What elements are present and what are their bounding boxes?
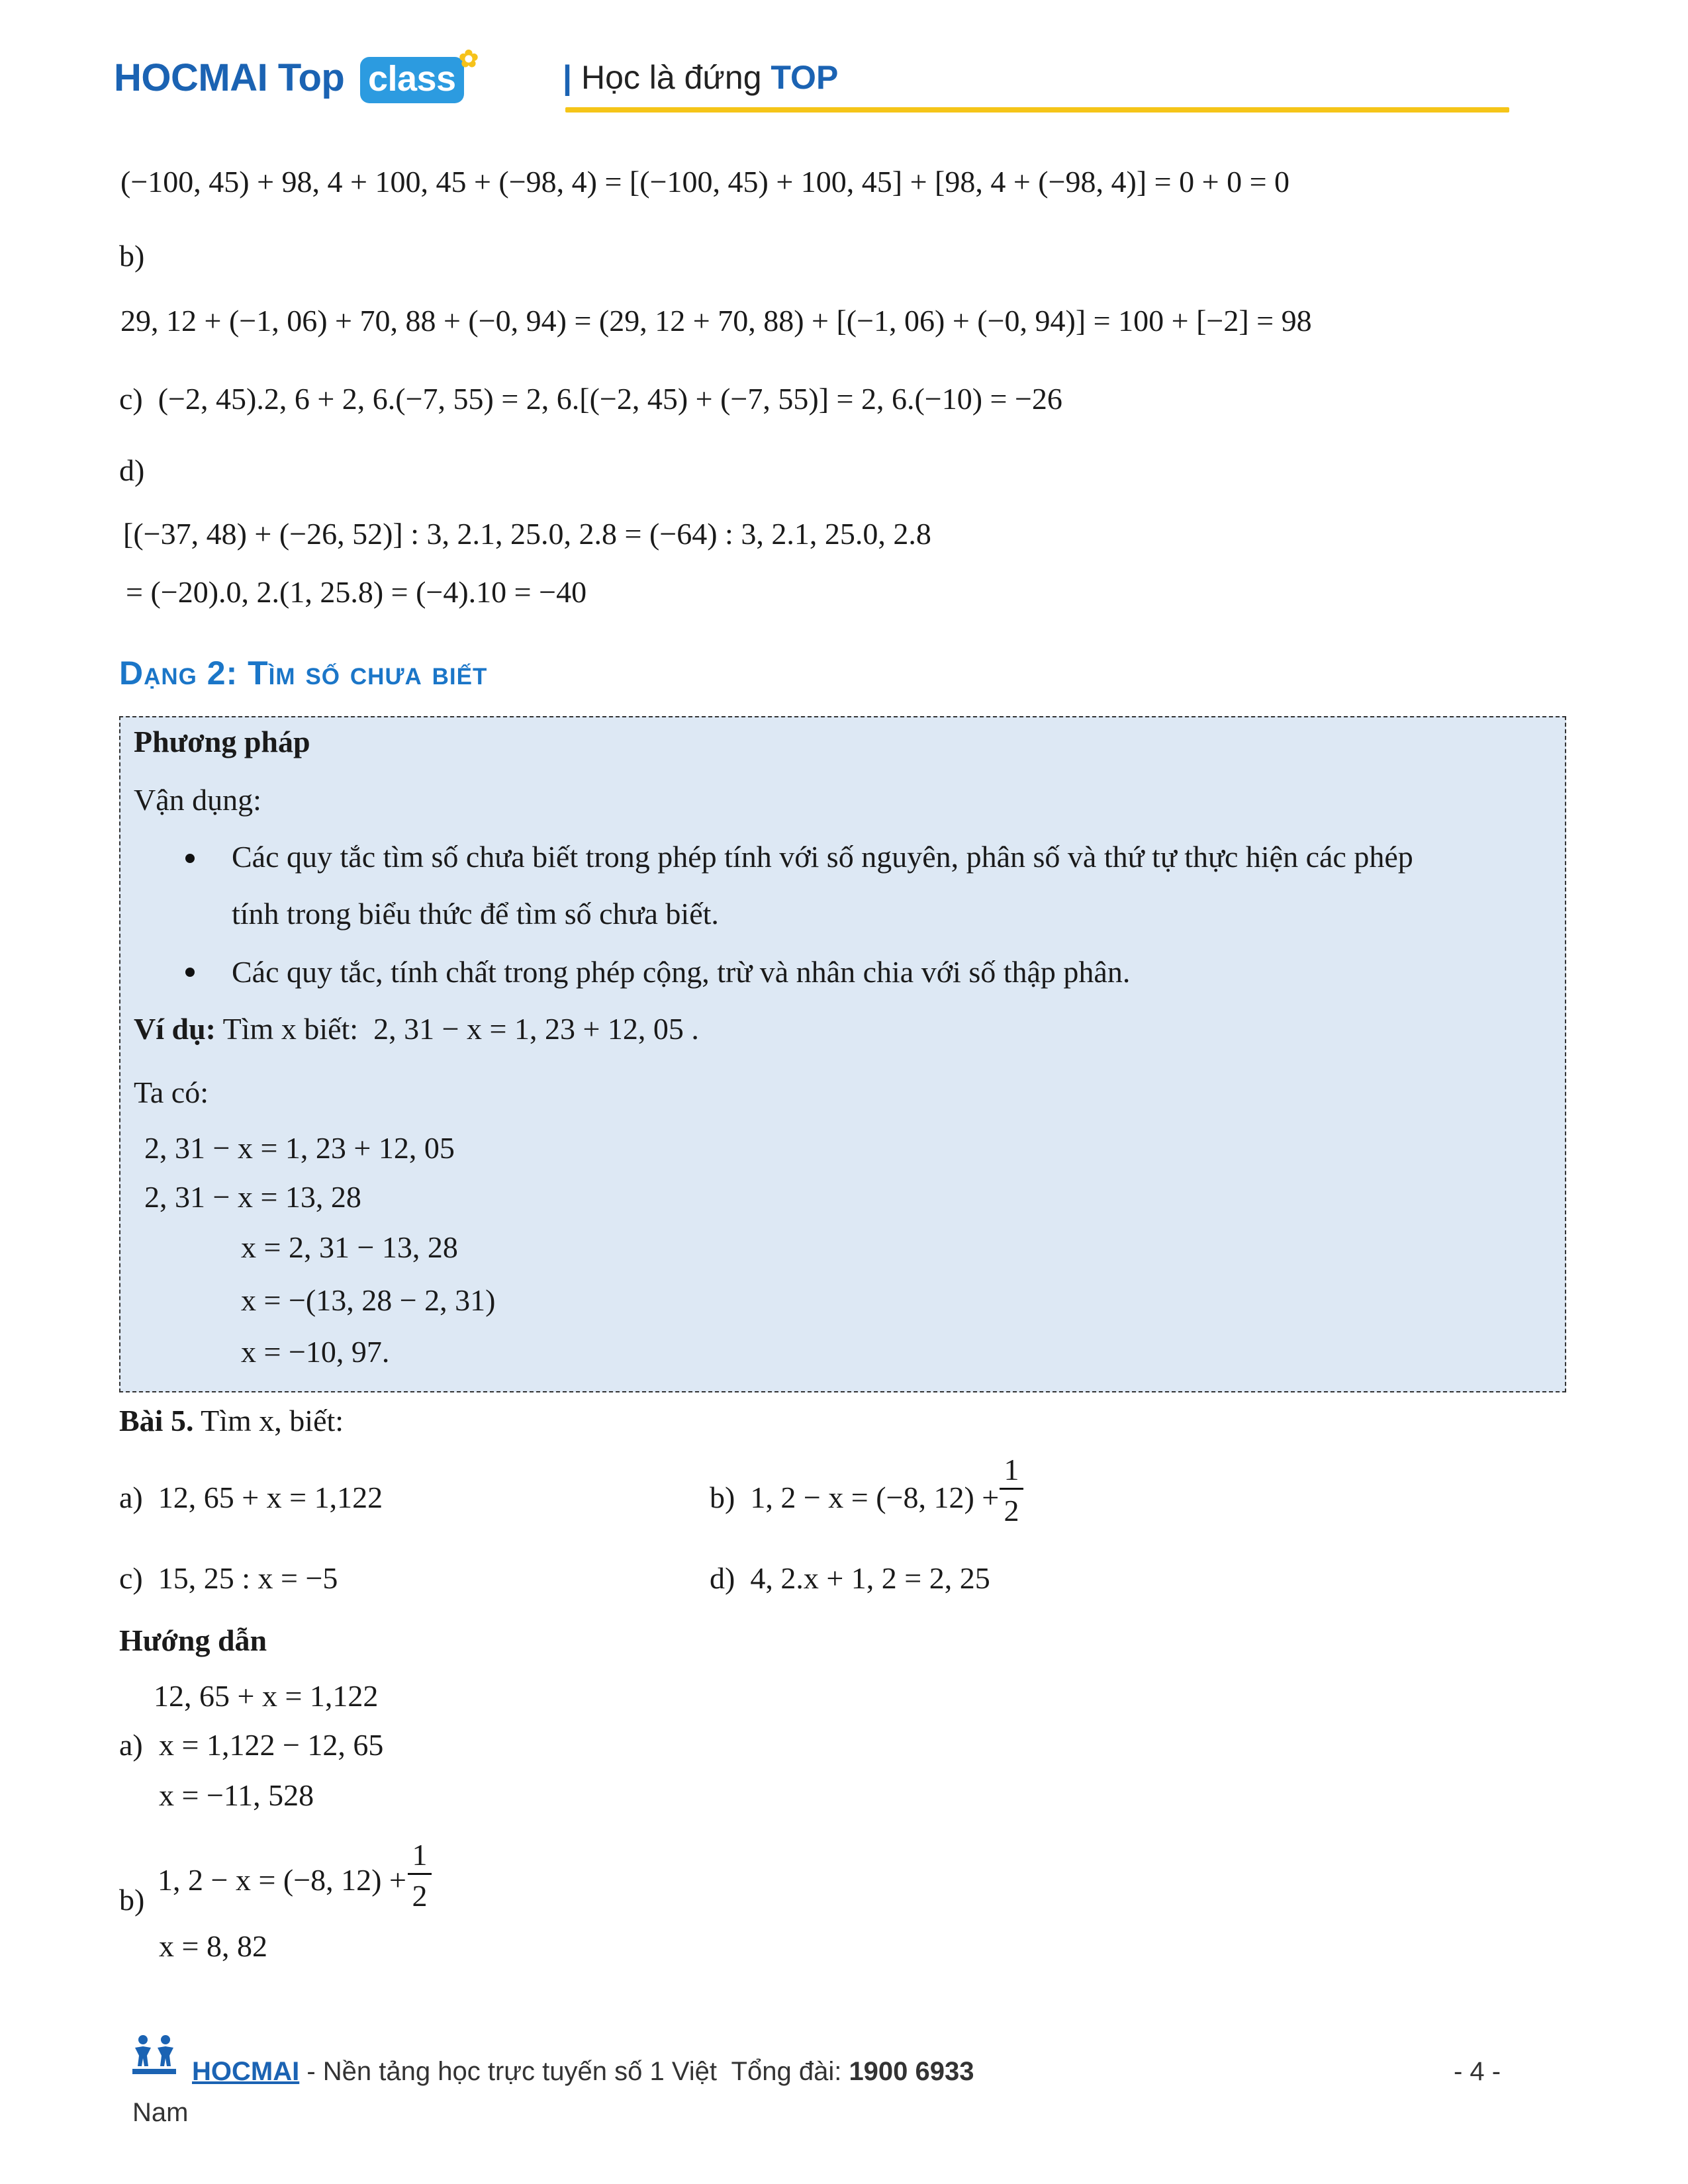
method-bullet1-line2: tính trong biểu thức để tìm số chưa biết.	[232, 897, 719, 931]
guide-b-line1: 1, 2 − x = (−8, 12) +	[158, 1863, 406, 1897]
logo-top: Top	[277, 56, 345, 99]
guide-b-fraction	[406, 1840, 433, 1911]
slogan-text: Học là đứng	[581, 59, 762, 96]
exercise-b-fraction	[998, 1455, 1025, 1526]
exercise-number: Bài 5.	[119, 1404, 194, 1437]
fraction-bar	[408, 1873, 432, 1875]
method-ta-co: Ta có:	[134, 1075, 209, 1109]
guide-a-line3: x = −11, 528	[159, 1778, 314, 1812]
solution-line-c: c) (−2, 45).2, 6 + 2, 6.(−7, 55) = 2, 6.[(−2, 45) + (−7, 55)] = 2, 6.(−10) = −26	[119, 382, 1062, 416]
fraction-denominator: 2	[412, 1879, 428, 1913]
page-number: - 4 -	[1454, 2057, 1501, 2086]
fraction-numerator: 1	[412, 1838, 428, 1872]
header-slogan	[563, 58, 838, 97]
method-bullet2: Các quy tắc, tính chất trong phép cộng, trừ và nhân chia với số thập phân.	[232, 955, 1131, 989]
solution-line-d1: [(−37, 48) + (−26, 52)] : 3, 2.1, 25.0, 2.8 = (−64) : 3, 2.1, 25.0, 2.8	[123, 517, 931, 551]
exercise-a: a) 12, 65 + x = 1,122	[119, 1480, 383, 1514]
section-title: Dạng 2: Tìm số chưa biết	[119, 655, 488, 692]
bullet-icon	[185, 968, 195, 977]
exercise-prompt: Tìm x, biết:	[193, 1404, 344, 1437]
guide-b-label: b)	[119, 1883, 145, 1917]
star-icon: ✿	[458, 45, 479, 72]
bullet-icon	[185, 854, 195, 863]
solution-line-d2: = (−20).0, 2.(1, 25.8) = (−4).10 = −40	[126, 575, 587, 609]
example-step-2: 2, 31 − x = 13, 28	[144, 1180, 361, 1214]
header-underline	[565, 107, 1509, 113]
guide-a-line2: x = 1,122 − 12, 65	[159, 1728, 384, 1762]
solution-label-d: d)	[119, 453, 145, 487]
footer-tagline: - Nền tảng học trực tuyến số 1 Việt Tổng đài:	[299, 2057, 849, 2086]
guide-b-line2: x = 8, 82	[159, 1929, 267, 1963]
guide-a-label: a)	[119, 1728, 143, 1762]
solution-line-b: 29, 12 + (−1, 06) + 70, 88 + (−0, 94) = (29, 12 + 70, 88) + [(−1, 06) + (−0, 94)] = 100 + [−2] = 98	[120, 304, 1312, 338]
logo-hocmai: HOCMAI	[114, 56, 268, 99]
logo-class-badge	[360, 45, 479, 103]
fraction-numerator: 1	[1004, 1453, 1019, 1486]
fraction-denominator: 2	[1004, 1494, 1019, 1527]
method-bullet1-line1: Các quy tắc tìm số chưa biết trong phép tính với số nguyên, phân số và thứ tự thực hiện các phép	[232, 840, 1413, 874]
exercise-d: d) 4, 2.x + 1, 2 = 2, 25	[710, 1561, 990, 1595]
example-step-5: x = −10, 97.	[241, 1335, 390, 1369]
exercise-c: c) 15, 25 : x = −5	[119, 1561, 338, 1595]
solution-label-b: b)	[119, 239, 145, 273]
slogan-top: TOP	[771, 59, 839, 96]
exercise-b: b) 1, 2 − x = (−8, 12) +	[710, 1480, 1000, 1514]
guide-a-line1: 12, 65 + x = 1,122	[154, 1679, 379, 1713]
method-intro: Vận dụng:	[134, 783, 261, 817]
logo-class-text: class	[367, 59, 456, 99]
example-text: Tìm x biết: 2, 31 − x = 1, 23 + 12, 05 .	[215, 1012, 699, 1046]
method-heading: Phương pháp	[134, 725, 310, 758]
example-label: Ví dụ:	[134, 1012, 216, 1046]
guide-title: Hướng dẫn	[119, 1623, 267, 1657]
hocmai-topclass-logo	[114, 45, 479, 103]
solution-line-a: (−100, 45) + 98, 4 + 100, 45 + (−98, 4) = [(−100, 45) + 100, 45] + [98, 4 + (−98, 4)] = 0 + 0 = 0	[120, 165, 1290, 199]
footer-phone: 1900 6933	[849, 2057, 974, 2086]
slogan-divider: |	[563, 59, 572, 96]
fraction-bar	[1000, 1488, 1023, 1490]
method-example	[134, 1014, 699, 1044]
footer-brand-link[interactable]: HOCMAI	[192, 2057, 300, 2086]
footer-text	[192, 2057, 974, 2087]
footer-nam: Nam	[132, 2098, 189, 2127]
hocmai-people-icon	[130, 2033, 179, 2077]
example-step-3: x = 2, 31 − 13, 28	[241, 1230, 458, 1264]
exercise-title	[119, 1406, 344, 1436]
example-step-4: x = −(13, 28 − 2, 31)	[241, 1283, 496, 1317]
example-step-1: 2, 31 − x = 1, 23 + 12, 05	[144, 1131, 455, 1165]
